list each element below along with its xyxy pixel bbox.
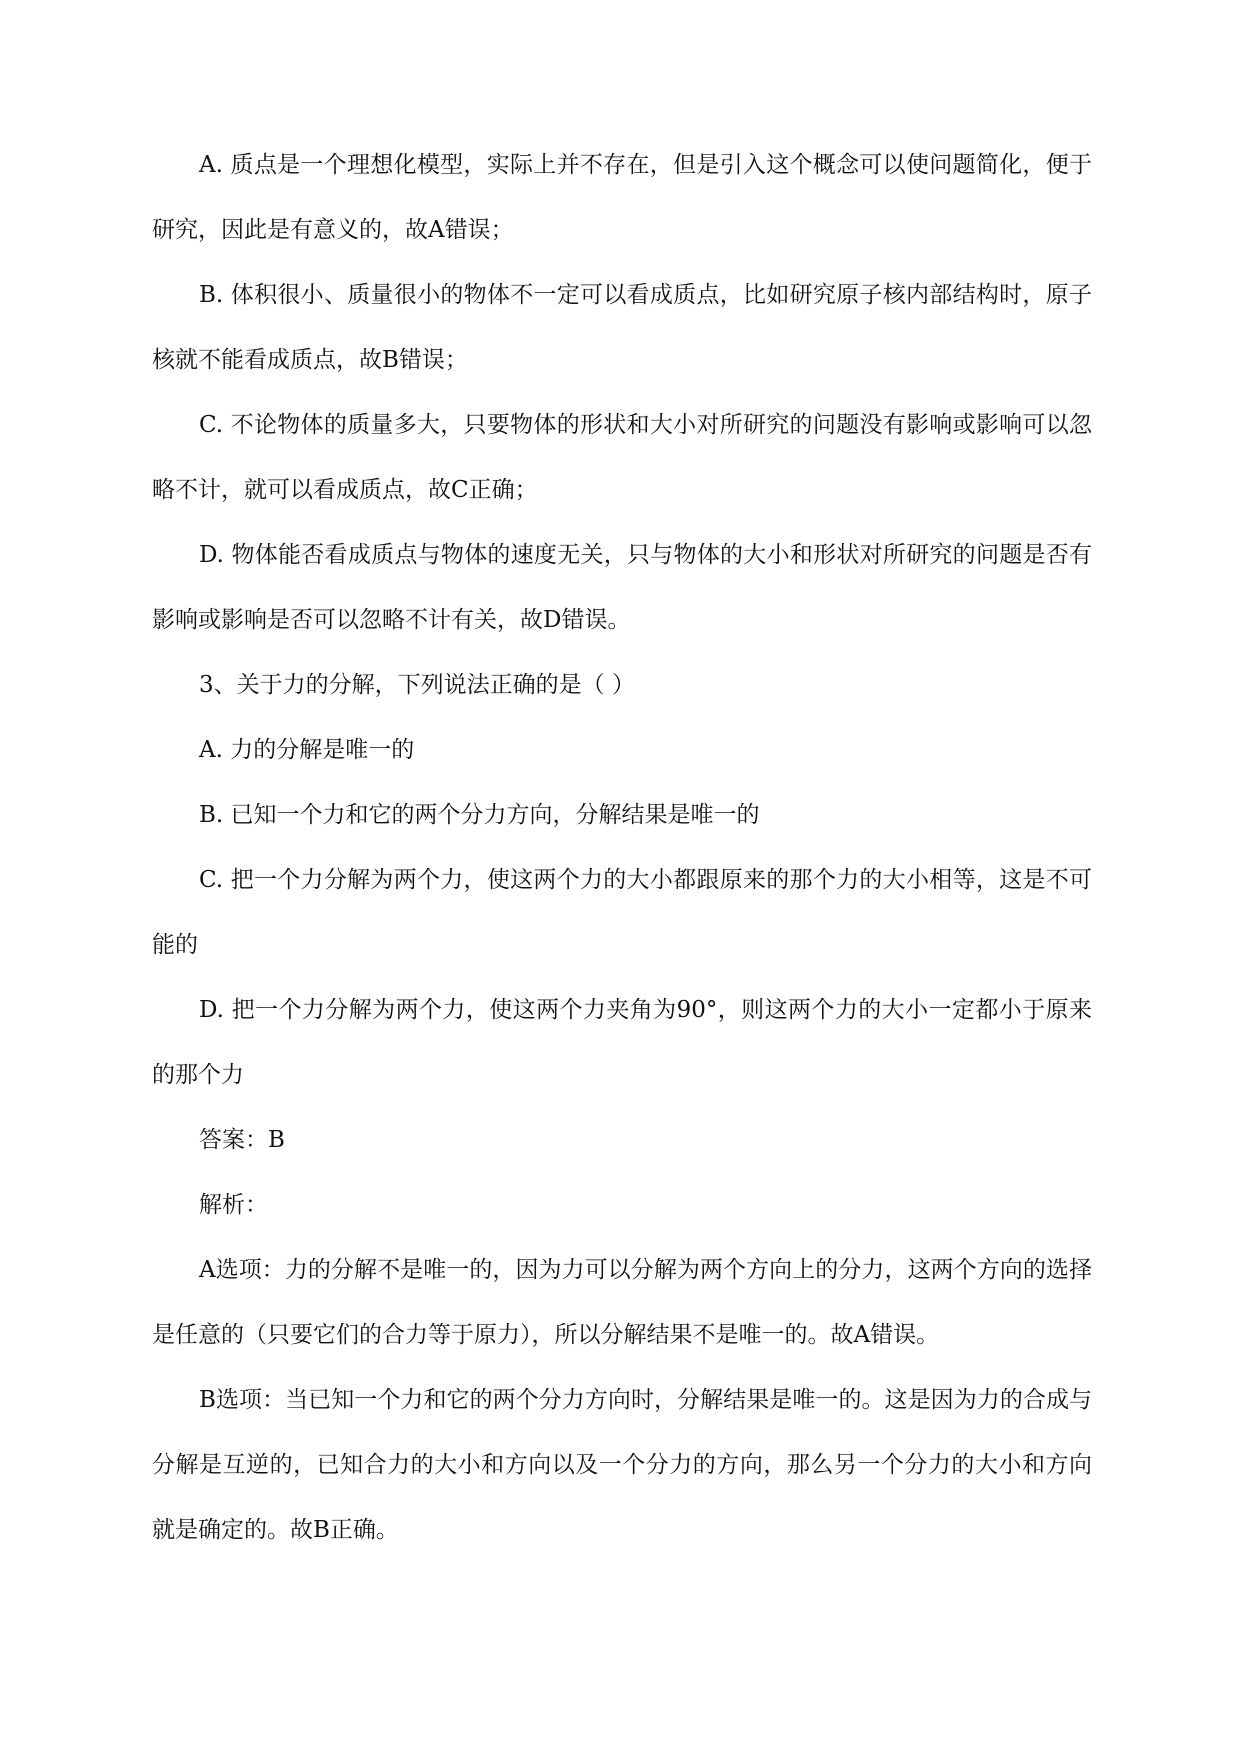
analysis-option-a: A选项：力的分解不是唯一的，因为力可以分解为两个方向上的分力，这两个方向的选择是任意的（只要它们的合力等于原力），所以分解结果不是唯一的。故A错误。 [152, 1257, 1092, 1348]
explanation-option-d: D. 物体能否看成质点与物体的速度无关，只与物体的大小和形状对所研究的问题是否有影响或影响是否可以忽略不计有关，故D错误。 [152, 542, 1092, 633]
question-3-option-c: C. 把一个力分解为两个力，使这两个力的大小都跟原来的那个力的大小相等，这是不可能的 [152, 867, 1092, 958]
question-3-option-b: B. 已知一个力和它的两个分力方向，分解结果是唯一的 [199, 802, 760, 828]
analysis-option-b: B选项：当已知一个力和它的两个分力方向时，分解结果是唯一的。这是因为力的合成与分解是互逆的，已知合力的大小和方向以及一个分力的方向，那么另一个分力的大小和方向就是确定的。故B正确。 [152, 1387, 1092, 1543]
question-3-stem: 3、关于力的分解，下列说法正确的是（ ） [199, 672, 635, 698]
explanation-option-c: C. 不论物体的质量多大，只要物体的形状和大小对所研究的问题没有影响或影响可以忽略不计，就可以看成质点，故C正确； [152, 412, 1092, 503]
answer-line: 答案：B [199, 1127, 285, 1153]
explanation-option-a: A. 质点是一个理想化模型，实际上并不存在，但是引入这个概念可以使问题简化，便于研究，因此是有意义的，故A错误； [152, 152, 1092, 243]
question-3-option-d: D. 把一个力分解为两个力，使这两个力夹角为90°，则这两个力的大小一定都小于原来的那个力 [152, 997, 1092, 1088]
analysis-heading: 解析： [199, 1192, 268, 1218]
question-3-option-a: A. 力的分解是唯一的 [199, 737, 415, 763]
explanation-option-b: B. 体积很小、质量很小的物体不一定可以看成质点，比如研究原子核内部结构时，原子核就不能看成质点，故B错误； [152, 282, 1092, 373]
